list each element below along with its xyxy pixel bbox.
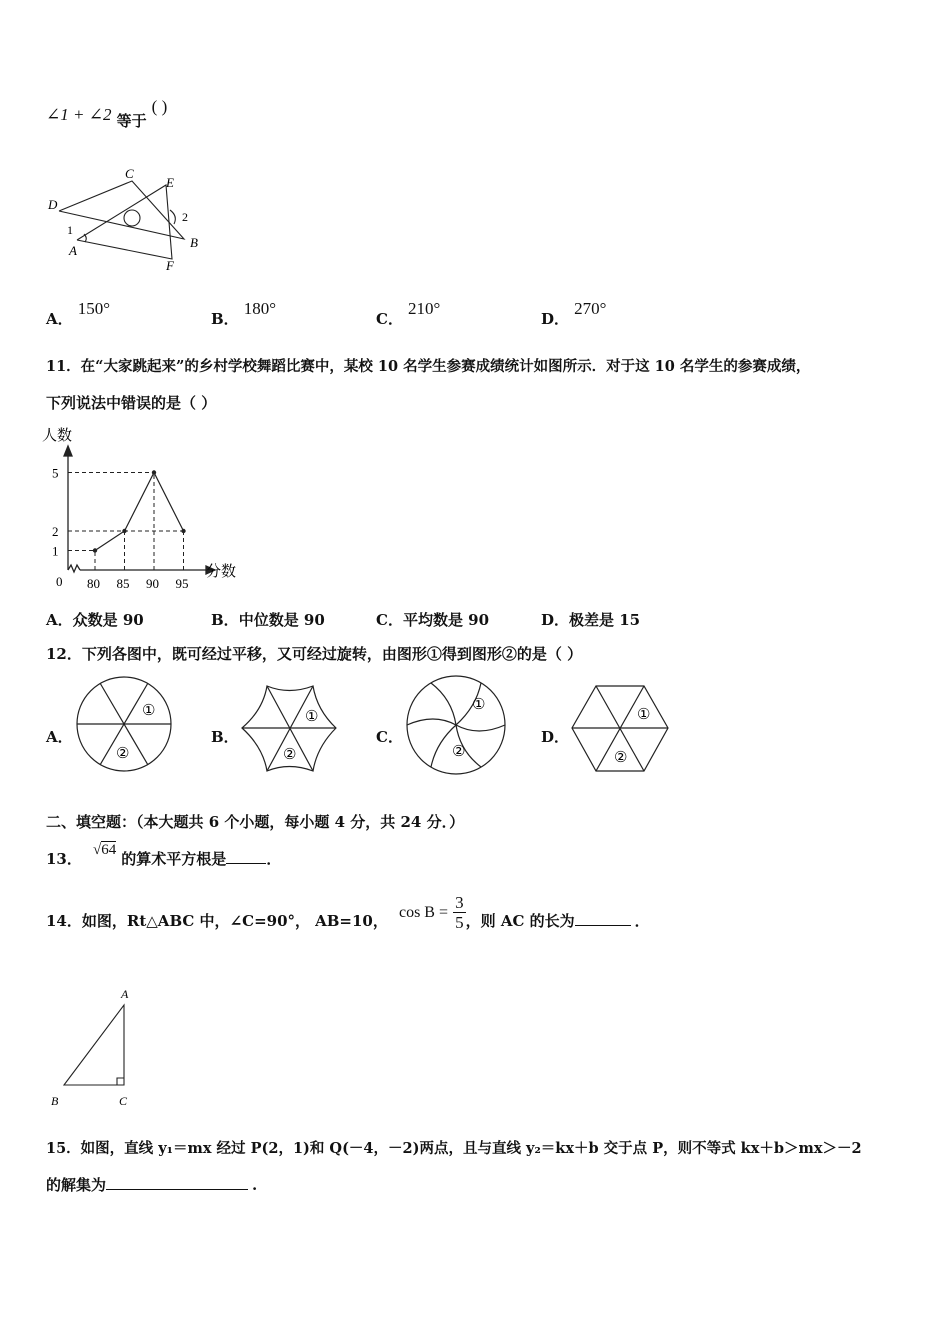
q14-figure bbox=[44, 985, 144, 1111]
y-axis-arrow bbox=[64, 446, 72, 456]
q11-option-b-value: 中位数是 90 bbox=[238, 611, 325, 629]
q12-option-b-label[interactable]: B． bbox=[211, 728, 239, 746]
q12-option-a-figure[interactable] bbox=[74, 675, 174, 775]
q12-d-mark1: ① bbox=[637, 707, 651, 723]
q10-option-a-value: 150° bbox=[77, 299, 111, 318]
q11-stem-line1: 11．在“大家跳起来”的乡村学校舞蹈比赛中，某校 10 名学生参赛成绩统计如图所示．对于这 10 名学生的参赛成绩， bbox=[46, 358, 811, 375]
q13-num: 13． bbox=[46, 850, 82, 868]
q10-label-1: 1 bbox=[67, 223, 73, 237]
q11-option-a[interactable] bbox=[46, 609, 144, 630]
q14-frac-num: 3 bbox=[455, 893, 464, 912]
q14-stem bbox=[46, 893, 650, 932]
q10-label-d: D bbox=[48, 197, 58, 212]
q10-label-a: A bbox=[69, 243, 77, 258]
q10-option-c-label: C． bbox=[376, 310, 403, 328]
x-tick-label: 90 bbox=[146, 576, 159, 591]
q14-fraction bbox=[453, 893, 466, 932]
q10-stem-math: ∠1 + ∠2 bbox=[46, 105, 112, 124]
x-axis-label: 分数 bbox=[206, 564, 237, 580]
q11-option-b[interactable] bbox=[211, 609, 325, 630]
q10-option-b-label: B． bbox=[211, 310, 239, 328]
q12-d-mark2: ② bbox=[614, 750, 628, 766]
q13-radicand: 64 bbox=[101, 842, 117, 858]
q10-option-a[interactable] bbox=[46, 298, 111, 328]
series-line bbox=[95, 473, 184, 551]
q13-text: 的算术平方根是 bbox=[121, 850, 227, 868]
q13-sqrt: √64 bbox=[92, 842, 117, 858]
q12-option-c-figure[interactable] bbox=[404, 673, 508, 777]
q12-option-c-label[interactable]: C． bbox=[376, 728, 403, 746]
section2-heading: 二、填空题：（本大题共 6 个小题，每小题 4 分，共 24 分．） bbox=[46, 813, 465, 831]
x-tick-label: 85 bbox=[116, 576, 130, 591]
q10-stem bbox=[46, 97, 168, 130]
q10-label-2: 2 bbox=[182, 210, 188, 224]
q11-option-c[interactable] bbox=[376, 609, 489, 630]
q14-rt: Rt△ABC 中， bbox=[126, 912, 230, 930]
q10-label-c: C bbox=[125, 166, 134, 181]
q14-angle: ∠C=90°， bbox=[229, 912, 311, 930]
q12-a-mark2: ② bbox=[116, 746, 130, 762]
q12-option-b-figure[interactable] bbox=[239, 683, 339, 775]
q11-option-a-value: 众数是 90 bbox=[72, 611, 144, 629]
y-axis-label: 人数 bbox=[42, 428, 73, 444]
x-tick-label: 80 bbox=[87, 576, 100, 591]
q11-option-d-label: D． bbox=[541, 611, 570, 629]
data-point bbox=[152, 471, 155, 474]
q15-answer-blank[interactable] bbox=[106, 1175, 248, 1190]
q11-chart bbox=[40, 420, 245, 598]
q12-option-d-figure[interactable] bbox=[569, 683, 671, 775]
q12-a-mark1: ① bbox=[142, 703, 156, 719]
q15-line1: 15．如图，直线 y₁＝mx 经过 P(2，1)和 Q(－4，－2)两点，且与直线 y₂＝kx＋b 交于点 P，则不等式 kx＋b＞mx＞－2 bbox=[46, 1140, 862, 1157]
q14-num: 14．如图， bbox=[46, 912, 127, 930]
q12-b-mark2: ② bbox=[283, 747, 297, 763]
q11-option-b-label: B． bbox=[211, 611, 239, 629]
q14-right-angle-mark bbox=[117, 1078, 124, 1085]
q12-c-mark2: ② bbox=[452, 744, 466, 760]
q12-option-a-label[interactable]: A． bbox=[46, 728, 73, 746]
q12-stem: 12．下列各图中，既可经过平移，又可经过旋转，由图形①得到图形②的是（ ） bbox=[46, 645, 583, 663]
q10-option-b[interactable] bbox=[211, 298, 277, 328]
q14-label-b: B bbox=[51, 1094, 59, 1108]
y-tick-label: 2 bbox=[52, 524, 59, 539]
q10-option-a-label: A． bbox=[46, 310, 73, 328]
q10-paren: ( ) bbox=[151, 97, 168, 116]
q14-ab: AB=10， bbox=[315, 912, 388, 930]
q15-line2 bbox=[46, 1174, 257, 1195]
q11-option-a-label: A． bbox=[46, 611, 73, 629]
q10-angle2-arc bbox=[170, 210, 175, 224]
q14-tail: ，则 AC 的长为 bbox=[465, 912, 575, 930]
q14-label-a: A bbox=[121, 987, 129, 1001]
q11-option-c-label: C． bbox=[376, 611, 403, 629]
q15-end: . bbox=[252, 1176, 258, 1194]
x-axis-break bbox=[68, 565, 80, 572]
q10-option-d-label: D． bbox=[541, 310, 570, 328]
data-point bbox=[182, 529, 185, 532]
q10-option-b-value: 180° bbox=[243, 299, 277, 318]
q12-b-mark1: ① bbox=[305, 709, 319, 725]
q10-option-d[interactable] bbox=[541, 298, 607, 328]
data-point bbox=[93, 549, 96, 552]
q11-option-d[interactable] bbox=[541, 609, 640, 630]
q11-stem-line2: 下列说法中错误的是（ ） bbox=[46, 394, 217, 412]
q10-figure bbox=[44, 162, 214, 274]
q12-option-d-label[interactable]: D． bbox=[541, 728, 570, 746]
q14-cos: cos B = bbox=[398, 904, 448, 921]
q10-stem-text: 等于 bbox=[116, 112, 147, 130]
q10-option-c-value: 210° bbox=[408, 299, 441, 318]
data-point bbox=[123, 529, 126, 532]
origin-label: 0 bbox=[56, 574, 63, 589]
q14-answer-blank[interactable] bbox=[575, 911, 631, 926]
q14-frac-den: 5 bbox=[455, 913, 464, 932]
q14-end: ． bbox=[634, 912, 650, 930]
q11-option-c-value: 平均数是 90 bbox=[402, 611, 490, 629]
q10-center-circle bbox=[124, 210, 140, 226]
q14-label-c: C bbox=[119, 1094, 128, 1108]
q13-end: ． bbox=[266, 850, 282, 868]
q10-option-c[interactable] bbox=[376, 298, 441, 328]
y-tick-label: 5 bbox=[52, 465, 59, 481]
x-tick-label: 95 bbox=[175, 576, 189, 591]
q15-line2-text: 的解集为 bbox=[46, 1176, 107, 1194]
q10-label-b: B bbox=[190, 235, 198, 250]
q11-option-d-value: 极差是 15 bbox=[569, 611, 641, 629]
q12-c-mark1: ① bbox=[472, 697, 486, 713]
q13-answer-blank[interactable] bbox=[226, 849, 266, 864]
q10-label-e: E bbox=[166, 175, 174, 190]
q10-option-d-value: 270° bbox=[574, 299, 607, 318]
y-tick-label: 1 bbox=[52, 543, 59, 559]
q13 bbox=[46, 838, 282, 868]
q14-triangle bbox=[64, 1005, 124, 1085]
q10-label-f: F bbox=[166, 258, 174, 273]
